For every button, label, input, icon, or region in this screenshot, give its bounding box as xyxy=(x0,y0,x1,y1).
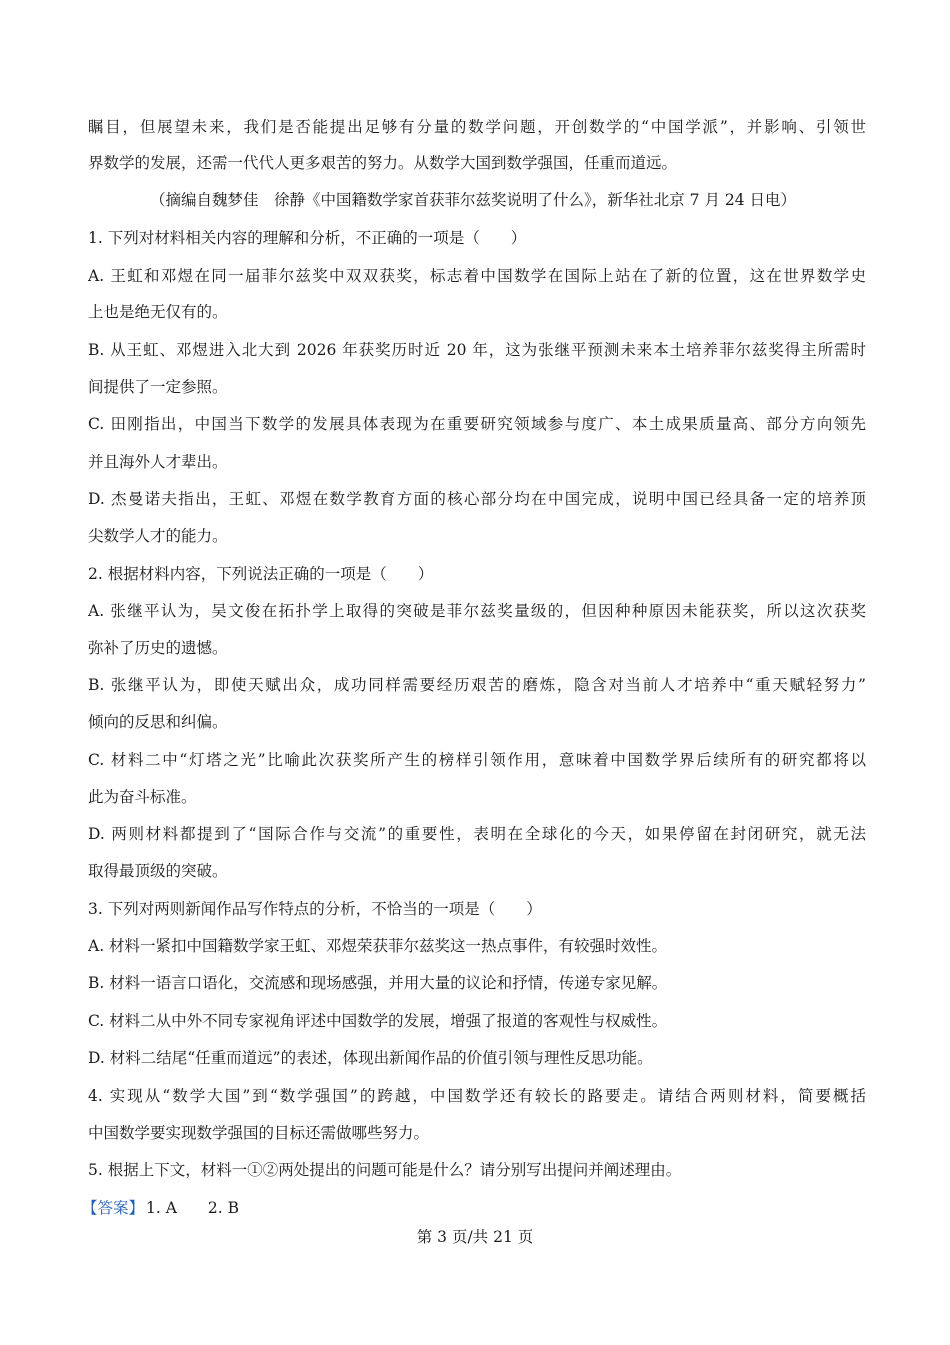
question-3-option-c: C. 材料二从中外不同专家视角评述中国数学的发展，增强了报道的客观性与权威性。 xyxy=(88,1012,668,1030)
question-1-option-b-cont: 间提供了一定参照。 xyxy=(88,378,228,396)
question-2-option-c-cont: 此为奋斗标准。 xyxy=(88,788,197,806)
source-citation: （摘编自魏梦佳 徐静《中国籍数学家首获菲尔兹奖说明了什么》，新华社北京 7 月 24 日电） xyxy=(150,191,797,209)
question-2-option-b-cont: 倾向的反思和纠偏。 xyxy=(88,713,228,731)
question-3-stem: 3. 下列对两则新闻作品写作特点的分析，不恰当的一项是（ ） xyxy=(88,900,542,918)
question-2-option-a: A. 张继平认为，吴文俊在拓扑学上取得的突破是菲尔兹奖量级的，但因种种原因未能获奖，所以这次获奖 xyxy=(88,602,866,620)
question-3-option-b: B. 材料一语言口语化，交流感和现场感强，并用大量的议论和抒情，传递专家见解。 xyxy=(88,974,668,992)
answer-tag: 【答案】 xyxy=(82,1199,145,1217)
page-footer: 第 3 页/共 21 页 xyxy=(416,1228,534,1246)
answer-line xyxy=(82,1198,860,1218)
question-3-option-d: D. 材料二结尾“任重而道远”的表述，体现出新闻作品的价值引领与理性反思功能。 xyxy=(88,1049,653,1067)
question-1-option-d-cont: 尖数学人才的能力。 xyxy=(88,527,228,545)
question-2-option-b: B. 张继平认为，即使天赋出众，成功同样需要经历艰苦的磨炼，隐含对当前人才培养中“重天赋轻努力” xyxy=(88,676,866,694)
question-1-option-b: B. 从王虹、邓煜进入北大到 2026 年获奖历时近 20 年，这为张继平预测未来本土培养菲尔兹奖得主所需时 xyxy=(88,341,866,359)
question-1-option-d: D. 杰曼诺夫指出，王虹、邓煜在数学教育方面的核心部分均在中国完成，说明中国已经具备一定的培养顶 xyxy=(88,490,866,508)
answer-text: 1. A 2. B xyxy=(146,1199,240,1217)
question-3-option-a: A. 材料一紧扣中国籍数学家王虹、邓煜荣获菲尔兹奖这一热点事件，有较强时效性。 xyxy=(88,937,668,955)
question-2-stem: 2. 根据材料内容，下列说法正确的一项是（ ） xyxy=(88,565,434,583)
paragraph-line: 瞩目，但展望未来，我们是否能提出足够有分量的数学问题，开创数学的“中国学派”，并影响、引领世 xyxy=(88,118,866,136)
question-2-option-c: C. 材料二中“灯塔之光”比喻此次获奖所产生的榜样引领作用，意味着中国数学界后续所有的研究都将以 xyxy=(88,751,866,769)
question-1-option-a: A. 王虹和邓煜在同一届菲尔兹奖中双双获奖，标志着中国数学在国际上站在了新的位置，这在世界数学史 xyxy=(88,267,866,285)
question-1-option-a-cont: 上也是绝无仅有的。 xyxy=(88,303,228,321)
question-5-stem: 5. 根据上下文，材料一①②两处提出的问题可能是什么？请分别写出提问并阐述理由。 xyxy=(88,1161,682,1179)
question-2-option-a-cont: 弥补了历史的遗憾。 xyxy=(88,639,228,657)
question-2-option-d-cont: 取得最顶级的突破。 xyxy=(88,862,228,880)
paragraph-line: 界数学的发展，还需一代代人更多艰苦的努力。从数学大国到数学强国，任重而道远。 xyxy=(88,154,678,172)
question-4-stem: 4. 实现从“数学大国”到“数学强国”的跨越，中国数学还有较长的路要走。请结合两则材料，简要概括 xyxy=(88,1087,866,1105)
question-1-option-c: C. 田刚指出，中国当下数学的发展具体表现为在重要研究领域参与度广、本土成果质量高、部分方向领先 xyxy=(88,415,866,433)
question-2-option-d: D. 两则材料都提到了“国际合作与交流”的重要性，表明在全球化的今天，如果停留在封闭研究，就无法 xyxy=(88,825,866,843)
question-1-option-c-cont: 并且海外人才辈出。 xyxy=(88,453,228,471)
question-4-stem-cont: 中国数学要实现数学强国的目标还需做哪些努力。 xyxy=(88,1124,430,1142)
question-1-stem: 1. 下列对材料相关内容的理解和分析，不正确的一项是（ ） xyxy=(88,229,527,247)
